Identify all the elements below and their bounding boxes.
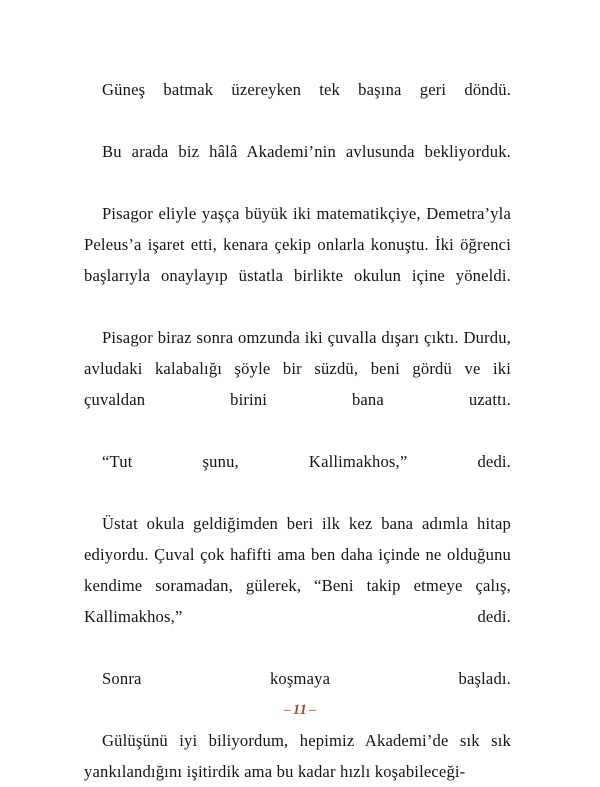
paragraph: Bu arada biz hâlâ Akademi’nin avlusunda bekliyorduk. [102, 142, 511, 161]
paragraph: Güneş batmak üzereyken tek başına geri döndü. [102, 80, 511, 99]
folio-number: 11 [292, 702, 308, 718]
paragraph: Sonra koşmaya başladı. [102, 669, 511, 688]
paragraph: “Tut şunu, Kallimakhos,” dedi. [102, 452, 511, 471]
page-number-footer [0, 702, 600, 719]
page-text-block [84, 74, 511, 787]
paragraph: Pisagor eliyle yaşça büyük iki matematikçiye, Demetra’yla Peleus’a işaret etti, kenara çekip onlarla konuştu. İki öğrenci başlarıyla onaylayıp üstatla birlikte okulun içine yöneldi. [84, 204, 511, 285]
paragraph: Pisagor biraz sonra omzunda iki çuvalla dışarı çıktı. Durdu, avludaki kalabalığı şöyle bir süzdü, beni gördü ve iki çuvaldan birini bana uzattı. [84, 328, 511, 409]
folio-dash-right: – [309, 702, 317, 718]
paragraph: Üstat okula geldiğimden beri ilk kez bana adımla hitap ediyordu. Çuval çok hafifti ama ben daha içinde ne olduğunu kendime soramadan, gülerek, “Beni takip etmeye çalış, Kallimakhos,” dedi. [84, 514, 511, 626]
paragraph: Gülüşünü iyi biliyordum, hepimiz Akademi’de sık sık yankılandığını işitirdik ama bu kadar hızlı koşabileceği- [84, 731, 511, 781]
folio-dash-left: – [283, 702, 291, 718]
